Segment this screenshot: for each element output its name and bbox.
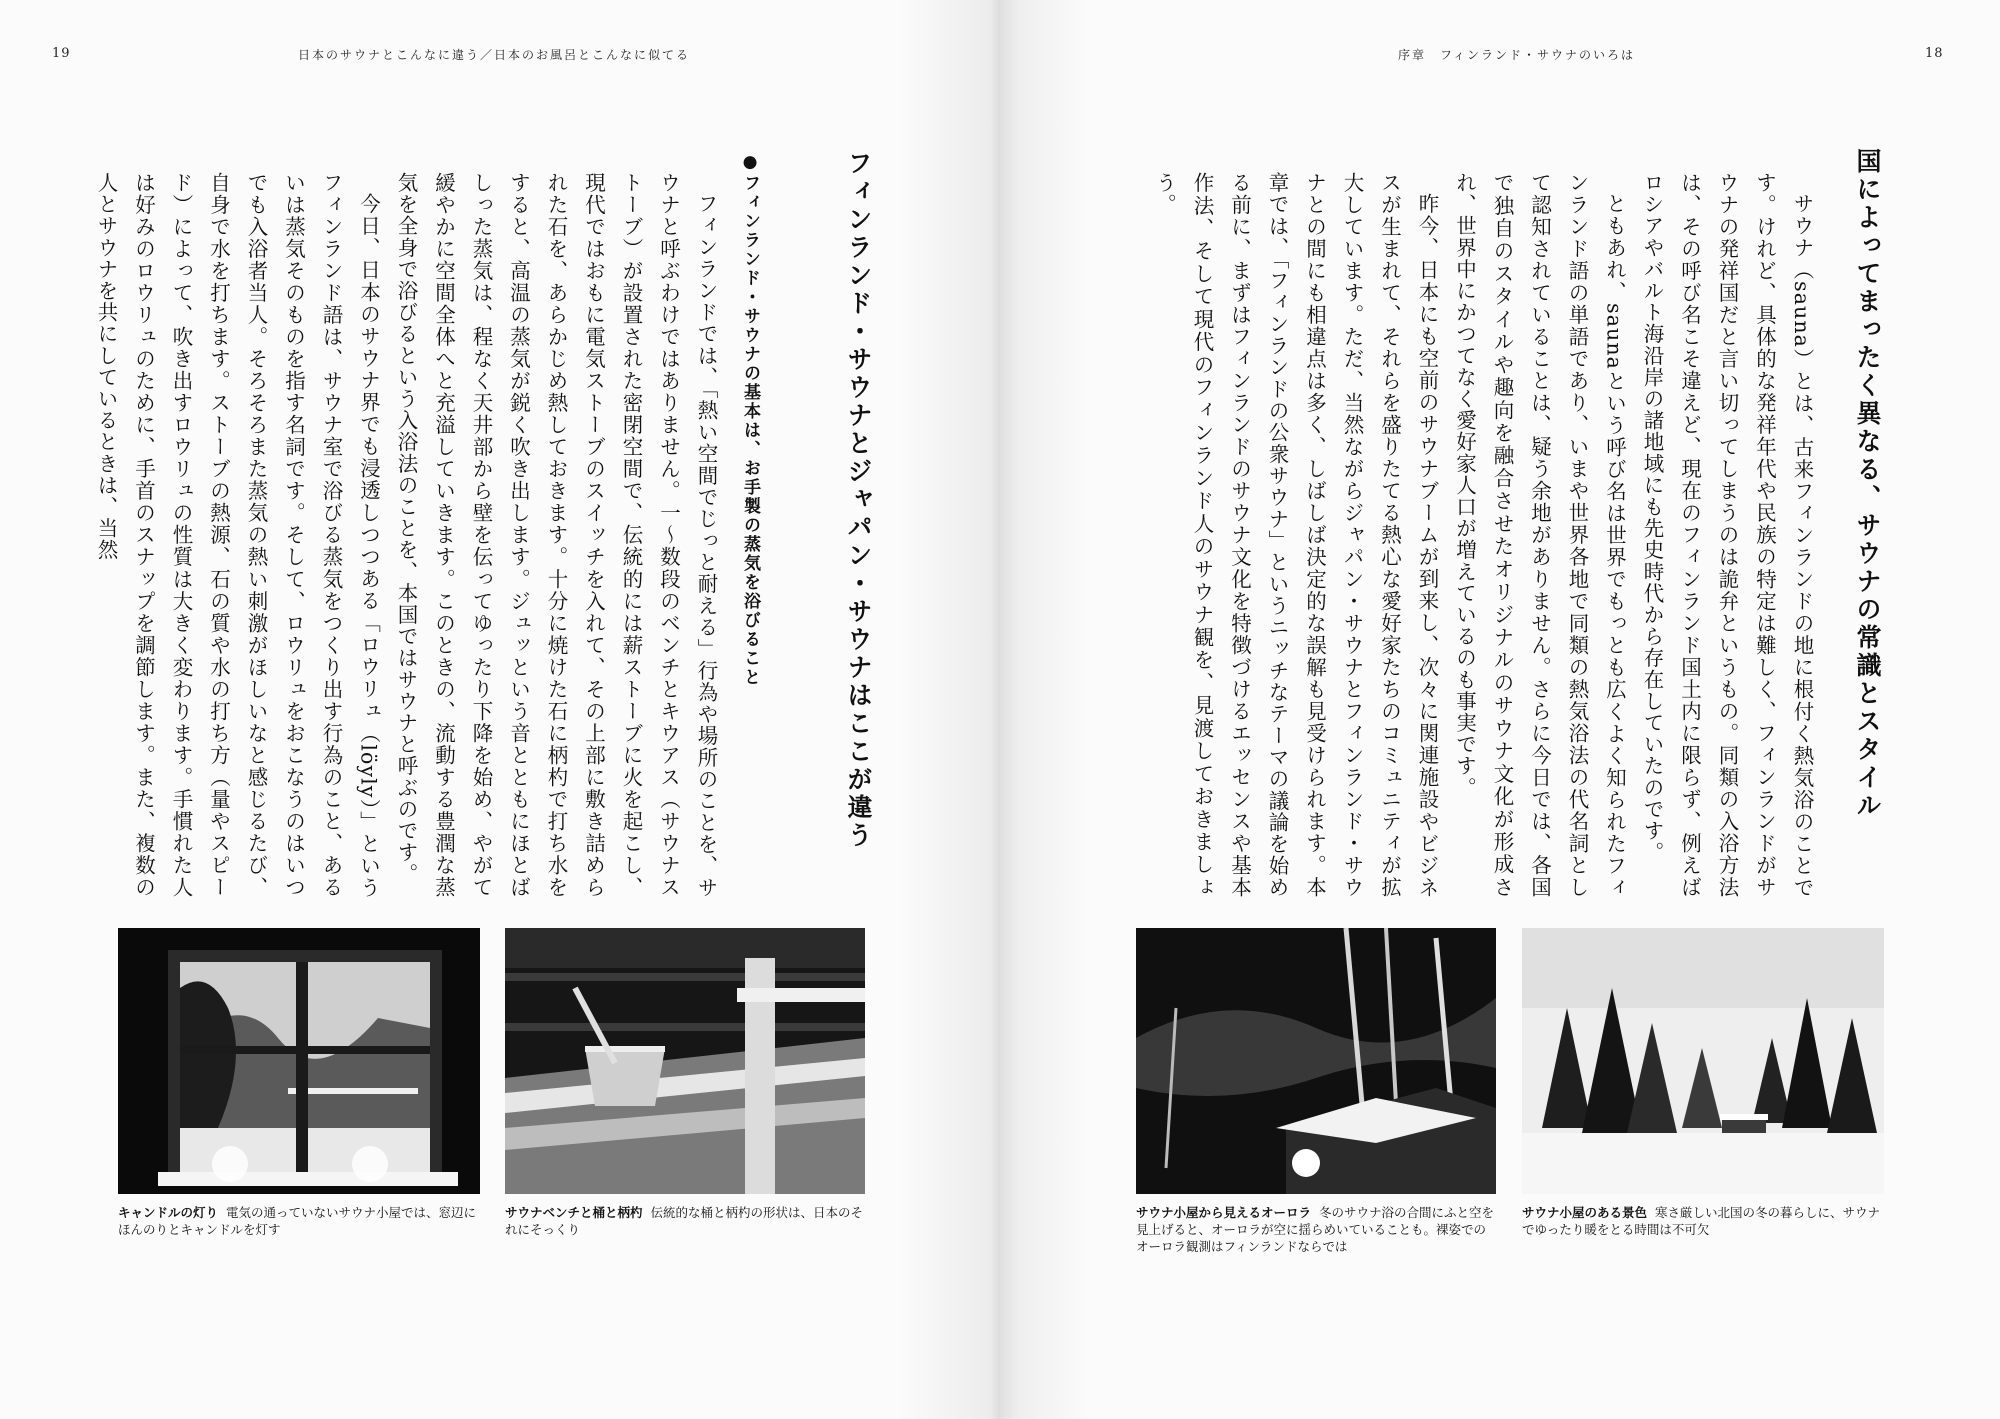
photo-caption-2 [505, 1204, 867, 1244]
page-number: 19 [52, 46, 71, 61]
caption-title: サウナベンチと桶と柄杓 [505, 1205, 643, 1220]
right-page [1000, 0, 2000, 1419]
caption-text: 電気の通っていないサウナ小屋では、窓辺にほんのりとキャンドルを灯す [118, 1205, 477, 1237]
paragraph: サウナ（sauna）とは、古来フィンランドの地に根付く熱気浴のことです。けれど、具体的な発祥年代や民族の特定は難しく、フィンランドがサウナの発祥国だと言い切ってしまうのは詭弁というもの。同類の入浴方法は、その呼び名こそ違えど、現在のフィンランド国土内に限らず、例えばロシアやバルト海沿岸の諸地域にも先史時代から存在していたのです。 [1640, 172, 1814, 898]
running-head: 日本のサウナとこんなに違う／日本のお風呂とこんなに似てる [298, 48, 691, 62]
aurora-image [1136, 928, 1496, 1194]
photo-caption-4 [1522, 1204, 1884, 1244]
caption-title: サウナ小屋のある景色 [1522, 1205, 1648, 1220]
snowy-forest-image [1522, 928, 1884, 1194]
snowy-landscape-photo [1522, 928, 1884, 1194]
section-subtitle: ●フィンランド・サウナの基本は、お手製の蒸気を浴びること [740, 152, 760, 687]
paragraph: ともあれ、saunaという呼び名は世界でもっとも広くよく知られたフィンランド語の単語であり、いまや世界各地で同類の熱気浴法の代名詞として認知されていることは、疑う余地がありません。さらに今日では、各国で独自のスタイルや趣向を融合させたオリジナルのサウナ文化が形成され、世界中にかつてなく愛好家人口が増えているのも事実です。 [1452, 172, 1627, 898]
caption-text: 寒さ厳しい北国の冬の暮らしに、サウナでゆったり暖をとる時間は不可欠 [1522, 1205, 1881, 1237]
aurora-photo [1136, 928, 1496, 1194]
paragraph: 昨今、日本にも空前のサウナブームが到来し、次々に関連施設やビジネスが生まれて、それらを盛りたてる熱心な愛好家たちのコミュニティが拡大しています。ただ、当然ながらジャパン・サウナとフィンランド・サウナとの間にも相違点は多く、しばしば決定的な誤解も見受けられます。本章では、「フィンランドの公衆サウナ」というニッチなテーマの議論を始める前に、まずはフィンランドのサウナ文化を特徴づけるエッセンスや基本作法、そして現代のフィンランド人のサウナ観を、見渡しておきましょう。 [1152, 172, 1439, 898]
body-text [1130, 172, 1820, 898]
caption-text: 冬のサウナ浴の合間にふと空を見上げると、オーロラが空に揺らめいていることも。裸姿でのオーロラ観測はフィンランドならでは [1136, 1205, 1495, 1254]
photo-caption-1 [118, 1204, 480, 1244]
bucket-ladle-image [505, 928, 865, 1194]
section-title: フィンランド・サウナとジャパン・サウナはここが違う [844, 150, 873, 850]
candle-window-photo [118, 928, 480, 1194]
page-number: 18 [1925, 46, 1944, 61]
running-head: 序章 フィンランド・サウナのいろは [1398, 48, 1636, 62]
candle-window-image [118, 928, 480, 1194]
photo-caption-3 [1136, 1204, 1498, 1262]
caption-text: 伝統的な桶と柄杓の形状は、日本のそれにそっくり [505, 1205, 864, 1237]
caption-title: サウナ小屋から見えるオーロラ [1136, 1205, 1312, 1220]
paragraph: 今日、日本のサウナ界でも浸透しつつある「ロウリュ（löyly）」というフィンランド語は、サウナ室で浴びる蒸気をつくり出す行為のこと、あるいは蒸気そのものを指す名詞です。そして、ロウリュをおこなうのはいつでも入浴者当人。そろそろまた蒸気の熱い刺激がほしいなと感じるたび、自身で水を打ちます。ストーブの熱源、石の質や水の打ち方（量やスピード）によって、吹き出すロウリュの性質は大きく変わります。手慣れた人は好みのロウリュのために、手首のスナップを調節します。また、複数の人とサウナを共にしているときは、当然 [94, 172, 381, 898]
paragraph: フィンランドでは、「熱い空間でじっと耐える」行為や場所のことを、サウナと呼ぶわけではありません。一～数段のベンチとキウアス（サウナストーブ）が設置された密閉空間で、伝統的には薪ストーブに火を起こし、現代ではおもに電気ストーブのスイッチを入れて、その上部に敷き詰められた石を、あらかじめ熱しておきます。十分に焼けた石に柄杓で打ち水をすると、高温の蒸気が鋭く吹き出します。ジュッという音とともにほとばしった蒸気は、程なく天井部から壁を伝ってゆったり下降を始め、やがて緩やかに空間全体へと充溢していきます。このときの、流動する豊潤な蒸気を全身で浴びるという入浴法のことを、本国ではサウナと呼ぶのです。 [394, 172, 718, 898]
body-text [94, 172, 724, 898]
caption-title: キャンドルの灯り [118, 1205, 219, 1220]
section-title: 国によってまったく異なる、サウナの常識とスタイル [1853, 148, 1882, 820]
sauna-bench-photo [505, 928, 865, 1194]
